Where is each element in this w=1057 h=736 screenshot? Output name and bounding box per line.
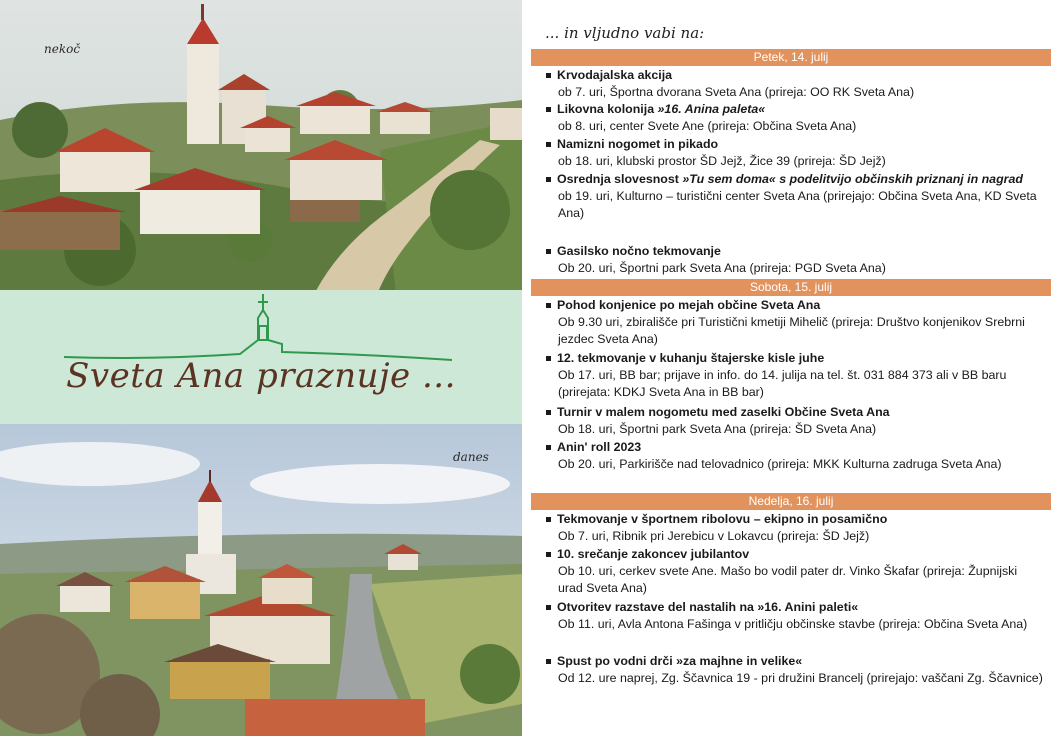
event-title: Anin' roll 2023 — [545, 439, 1045, 456]
caption-past: nekoč — [44, 42, 81, 56]
event-detail: ob 8. uri, center Svete Ane (prireja: Občina Sveta Ana) — [558, 119, 857, 134]
event-title: Turnir v malem nogometu med zaselki Občine Sveta Ana — [545, 404, 1045, 421]
event-title: Gasilsko nočno tekmovanje — [545, 243, 1045, 260]
day-header-sunday: Nedelja, 16. julij — [531, 493, 1051, 510]
event-detail: Ob 7. uri, Ribnik pri Jerebicu v Lokavcu (prireja: ŠD Jejž) — [558, 529, 870, 544]
event-title: Osrednja slovesnost »Tu sem doma« s podelitvijo občinskih priznanj in nagrad — [545, 171, 1045, 188]
day-header-friday: Petek, 14. julij — [531, 49, 1051, 66]
event-title: Tekmovanje v športnem ribolovu – ekipno in posamično — [545, 511, 1045, 528]
event-detail: ob 7. uri, Športna dvorana Sveta Ana (prireja: OO RK Sveta Ana) — [558, 85, 915, 100]
event-title: 10. srečanje zakoncev jubilantov — [545, 546, 1045, 563]
event-detail: Ob 20. uri, Športni park Sveta Ana (prireja: PGD Sveta Ana) — [558, 261, 886, 276]
event-item — [545, 350, 1045, 402]
event-item — [545, 67, 1045, 101]
event-detail: ob 19. uri, Kulturno – turistični center Sveta Ana (prirejajo: Občina Sveta Ana, KD Sveta Ana) — [558, 189, 1037, 221]
event-item — [545, 136, 1045, 170]
event-title: Likovna kolonija »16. Anina paleta« — [545, 101, 1045, 118]
event-title: Spust po vodni drči »za majhne in velike« — [545, 653, 1045, 670]
event-detail: ob 18. uri, klubski prostor ŠD Jejž, Žice 39 (prireja: ŠD Jejž) — [558, 154, 886, 169]
day-header-saturday: Sobota, 15. julij — [531, 279, 1051, 296]
event-item — [545, 101, 1045, 135]
event-detail: Ob 11. uri, Avla Antona Fašinga v pritličju občinske stavbe (prireja: Občina Sveta Ana) — [558, 617, 1028, 632]
photo-village-present — [0, 424, 522, 736]
event-title: Namizni nogomet in pikado — [545, 136, 1045, 153]
left-panel — [0, 0, 522, 736]
event-title: Krvodajalska akcija — [545, 67, 1045, 84]
event-item — [545, 599, 1045, 633]
event-item — [545, 511, 1045, 545]
event-item — [545, 546, 1045, 598]
event-item — [545, 297, 1045, 349]
event-detail: Ob 17. uri, BB bar; prijave in info. do 14. julija na tel. št. 031 884 373 ali v BB baru (prirejata: KDKJ Sveta Ana in BB bar) — [558, 368, 1007, 400]
event-item — [545, 653, 1045, 687]
event-title: 12. tekmovanje v kuhanju štajerske kisle juhe — [545, 350, 1045, 367]
event-detail: Od 12. ure naprej, Zg. Ščavnica 19 - pri družini Brancelj (prirejajo: vaščani Zg. Ščavnice) — [558, 671, 1043, 686]
event-detail: Ob 18. uri, Športni park Sveta Ana (prireja: ŠD Sveta Ana) — [558, 422, 877, 437]
event-item — [545, 171, 1045, 223]
intro-text: ... in vljudno vabi na: — [545, 24, 705, 42]
event-title: Otvoritev razstave del nastalih na »16. Anini paleti« — [545, 599, 1045, 616]
event-title: Pohod konjenice po mejah občine Sveta Ana — [545, 297, 1045, 314]
event-item — [545, 404, 1045, 438]
banner-title: Sveta Ana praznuje ... — [66, 356, 456, 396]
event-detail: Ob 9.30 uri, zbirališče pri Turistični kmetiji Mihelič (prireja: Društvo konjenikov Srebrni jezdec Sveta Ana) — [558, 315, 1025, 347]
event-detail: Ob 10. uri, cerkev svete Ane. Mašo bo vodil pater dr. Vinko Škafar (prireja: Župnijski urad Sveta Ana) — [558, 564, 1018, 596]
event-item — [545, 243, 1045, 277]
program-panel — [531, 0, 1051, 736]
event-detail: Ob 20. uri, Parkirišče nad telovadnico (prireja: MKK Kulturna zadruga Sveta Ana) — [558, 457, 1002, 472]
event-item — [545, 439, 1045, 473]
caption-present: danes — [453, 450, 489, 464]
